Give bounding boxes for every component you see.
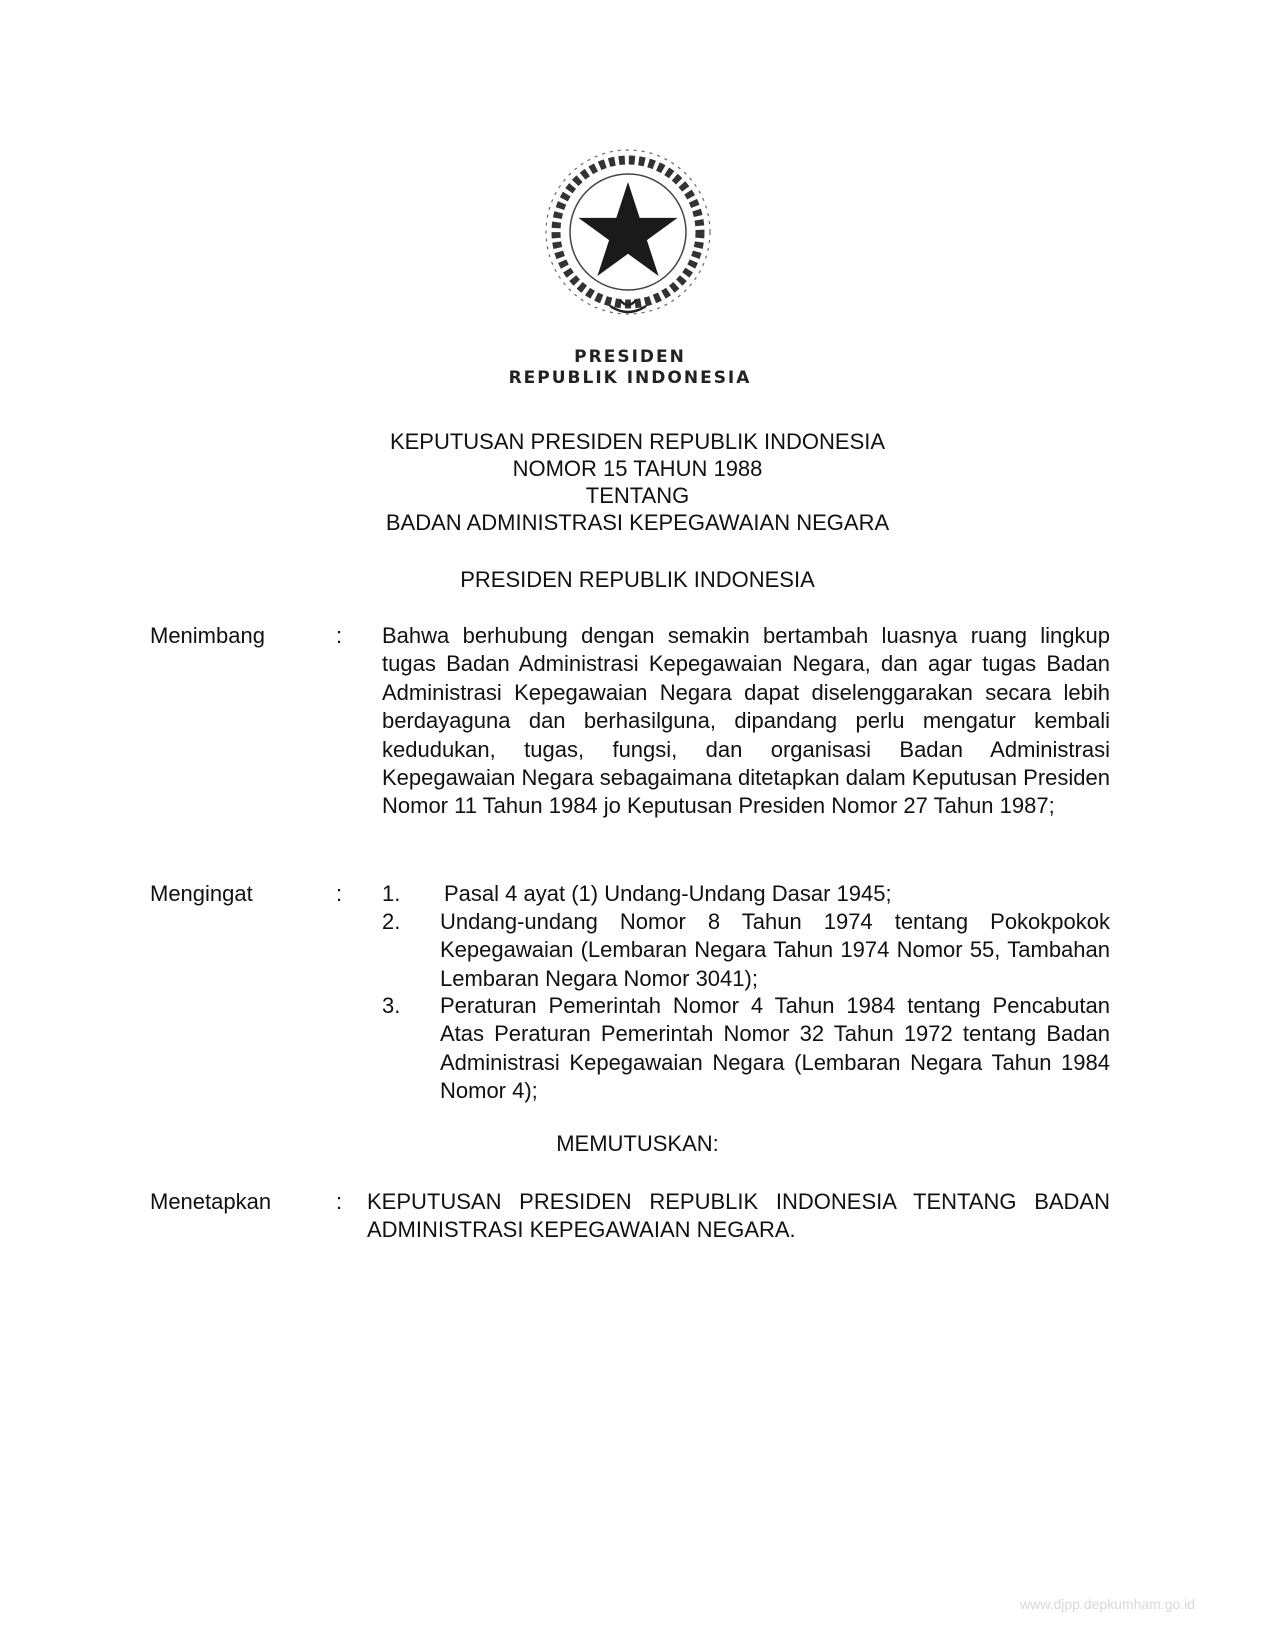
menetapkan-colon: :	[336, 1189, 343, 1214]
mengingat-item-text: Peraturan Pemerintah Nomor 4 Tahun 1984 tentang Pencabutan Atas Peraturan Pemerintah Nomor 32 Tahun 1972 tentang Badan Administrasi Kepegawaian Negara (Lembaran Negara Tahun 1984 Nomor 4);	[440, 993, 1110, 1104]
menetapkan-label: Menetapkan	[150, 1189, 272, 1214]
mengingat-label: Mengingat	[150, 881, 253, 906]
emblem-caption-republik: REPUBLIK INDONESIA	[508, 368, 752, 388]
mengingat-item-text: Pasal 4 ayat (1) Undang-Undang Dasar 1945;	[444, 881, 892, 906]
mengingat-colon: :	[336, 881, 343, 906]
mengingat-item-number: 2.	[382, 909, 401, 934]
mengingat-item-number: 3.	[382, 993, 401, 1018]
emblem-caption-presiden: PRESIDEN	[574, 347, 686, 367]
presidential-emblem	[538, 148, 718, 323]
decree-title: KEPUTUSAN PRESIDEN REPUBLIK INDONESIA	[389, 429, 886, 454]
menimbang-label: Menimbang	[150, 623, 265, 648]
memutuskan-heading: MEMUTUSKAN:	[556, 1131, 719, 1156]
decree-subject: BADAN ADMINISTRASI KEPEGAWAIAN NEGARA	[385, 510, 890, 535]
mengingat-item-text: Undang-undang Nomor 8 Tahun 1974 tentang Pokokpokok Kepegawaian (Lembaran Negara Tahun 1974 Nomor 55, Tambahan Lembaran Negara Nomor 3041);	[440, 909, 1110, 991]
mengingat-item-number: 1.	[382, 881, 401, 906]
menimbang-text: Bahwa berhubung dengan semakin bertambah luasnya ruang lingkup tugas Badan Administrasi Kepegawaian Negara, dan agar tugas Badan Administrasi Kepegawaian Negara dapat diselenggarakan secara lebih berdayaguna dan berhasilguna, dipandang perlu mengatur kembali kedudukan, tugas, fungsi, dan organisasi Badan Administrasi Kepegawaian Negara sebagaimana ditetapkan dalam Keputusan Presiden Nomor 11 Tahun 1984 jo Keputusan Presiden Nomor 27 Tahun 1987;	[382, 623, 1110, 819]
presiden-heading: PRESIDEN REPUBLIK INDONESIA	[460, 567, 815, 592]
watermark-url: www.djpp.depkumham.go.id	[1020, 1596, 1196, 1612]
menetapkan-text: KEPUTUSAN PRESIDEN REPUBLIK INDONESIA TENTANG BADAN ADMINISTRASI KEPEGAWAIAN NEGARA.	[367, 1189, 1110, 1243]
decree-tentang: TENTANG	[585, 483, 690, 508]
decree-number: NOMOR 15 TAHUN 1988	[512, 456, 763, 481]
menimbang-colon: :	[336, 623, 343, 648]
star-icon	[579, 182, 678, 276]
emblem-svg	[538, 148, 718, 323]
